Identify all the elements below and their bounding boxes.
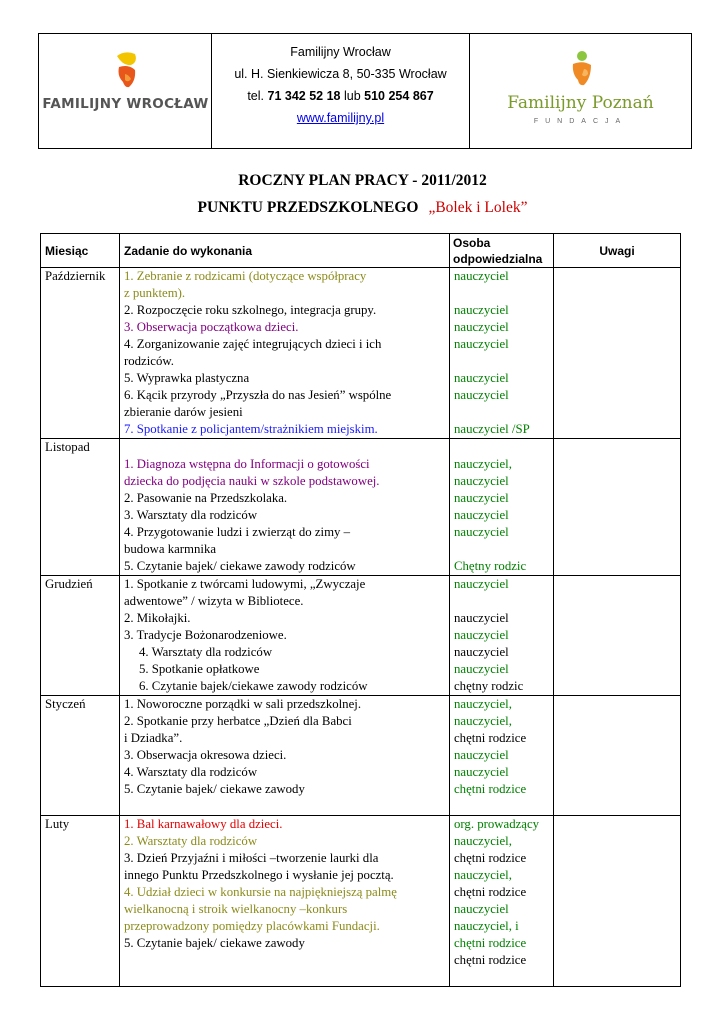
familijny-poznan-logo-icon (470, 34, 689, 94)
website-link[interactable]: www.familijny.pl (296, 111, 385, 125)
header-month: Miesiąc (41, 234, 120, 268)
familijny-wroclaw-logo-icon (39, 34, 212, 94)
kindergarten-name: „Bolek i Lolek” (428, 199, 528, 216)
contact-info (212, 34, 470, 148)
table-row (41, 268, 681, 439)
annual-plan-table (40, 233, 681, 987)
notes-cell (554, 576, 681, 696)
notes-cell (554, 696, 681, 816)
right-logo-cell (470, 34, 691, 148)
person-cell: nauczyciel nauczyciel nauczyciel nauczyciel nauczyciel chętny rodzic (450, 576, 554, 696)
header-task: Zadanie do wykonania (120, 234, 450, 268)
left-logo-cell (39, 34, 212, 148)
document-subtitle: PUNKTU PRZEDSZKOLNEGO „Bolek i Lolek” (197, 199, 528, 216)
task-cell: 1. Bal karnawałowy dla dzieci. 2. Warsztaty dla rodziców 3. Dzień Przyjaźni i miłości –tworzenie laurki dla innego Punktu Przedszkolnego i wysłanie jej pocztą. 4. Udział dzieci w konkursie na najpiękniejszą palmę wielkanocną i stroik wielkanocny –konkurs przeprowadzony pomiędzy placówkami Fundacji. 5. Czytanie bajek/ ciekawe zawody (120, 816, 450, 987)
task-cell: 1. Noworoczne porządki w sali przedszkolnej. 2. Spotkanie przy herbatce „Dzień dla Babci i Dziadka”. 3. Obserwacja okresowa dzieci. 4. Warsztaty dla rodziców 5. Czytanie bajek/ ciekawe zawody (120, 696, 450, 816)
right-logo-text: Familijny Poznań (507, 93, 654, 113)
notes-cell (554, 439, 681, 576)
right-logo-subtext: FUNDACJA (533, 118, 628, 125)
task-cell: 1. Zebranie z rodzicami (dotyczące współpracy z punktem). 2. Rozpoczęcie roku szkolnego, integracja grupy. 3. Obserwacja początkowa dzieci. 4. Zorganizowanie zajęć integrujących dzieci i ich rodziców. 5. Wyprawka plastyczna 6. Kącik przyrody „Przyszła do nas Jesień” wspólne zbieranie darów jesieni 7. Spotkanie z policjantem/strażnikiem miejskim. (120, 268, 450, 439)
document-title: ROCZNY PLAN PRACY - 2011/2012 (238, 172, 487, 189)
header-notes: Uwagi (554, 234, 681, 268)
month-cell: Listopad (41, 439, 120, 576)
org-address: ul. H. Sienkiewicza 8, 50-335 Wrocław (234, 67, 447, 81)
notes-cell (554, 268, 681, 439)
person-cell: nauczyciel, nauczyciel nauczyciel nauczyciel nauczyciel Chętny rodzic (450, 439, 554, 576)
person-cell: nauczyciel nauczyciel nauczyciel nauczyciel nauczyciel nauczyciel nauczyciel /SP (450, 268, 554, 439)
month-cell: Luty (41, 816, 120, 987)
table-row (41, 696, 681, 816)
task-cell: 1. Spotkanie z twórcami ludowymi, „Zwyczaje adwentowe” / wizyta w Bibliotece. 2. Mikołajki. 3. Tradycje Bożonarodzeniowe. 4. Warsztaty dla rodziców 5. Spotkanie opłatkowe 6. Czytanie bajek/ciekawe zawody rodziców (120, 576, 450, 696)
org-phone: tel. 71 342 52 18 lub 510 254 867 (247, 89, 434, 103)
org-name: Familijny Wrocław (290, 45, 391, 59)
table-header-row (41, 234, 681, 268)
month-cell: Styczeń (41, 696, 120, 816)
header-person: Osoba odpowiedzialna (450, 234, 554, 268)
table-row (41, 816, 681, 987)
table-row (41, 576, 681, 696)
table-row (41, 439, 681, 576)
letterhead (38, 33, 692, 149)
person-cell: org. prowadzący nauczyciel, chętni rodzice nauczyciel, chętni rodzice nauczyciel nauczyciel, i chętni rodzice chętni rodzice (450, 816, 554, 987)
month-cell: Grudzień (41, 576, 120, 696)
left-logo-text: FAMILIJNY WROCŁAW (42, 96, 209, 112)
notes-cell (554, 816, 681, 987)
task-cell: 1. Diagnoza wstępna do Informacji o gotowości dziecka do podjęcia nauki w szkole podstawowej. 2. Pasowanie na Przedszkolaka. 3. Warsztaty dla rodziców 4. Przygotowanie ludzi i zwierząt do zimy – budowa karmnika 5. Czytanie bajek/ ciekawe zawody rodziców (120, 439, 450, 576)
month-cell: Październik (41, 268, 120, 439)
person-cell: nauczyciel, nauczyciel, chętni rodzice nauczyciel nauczyciel chętni rodzice (450, 696, 554, 816)
